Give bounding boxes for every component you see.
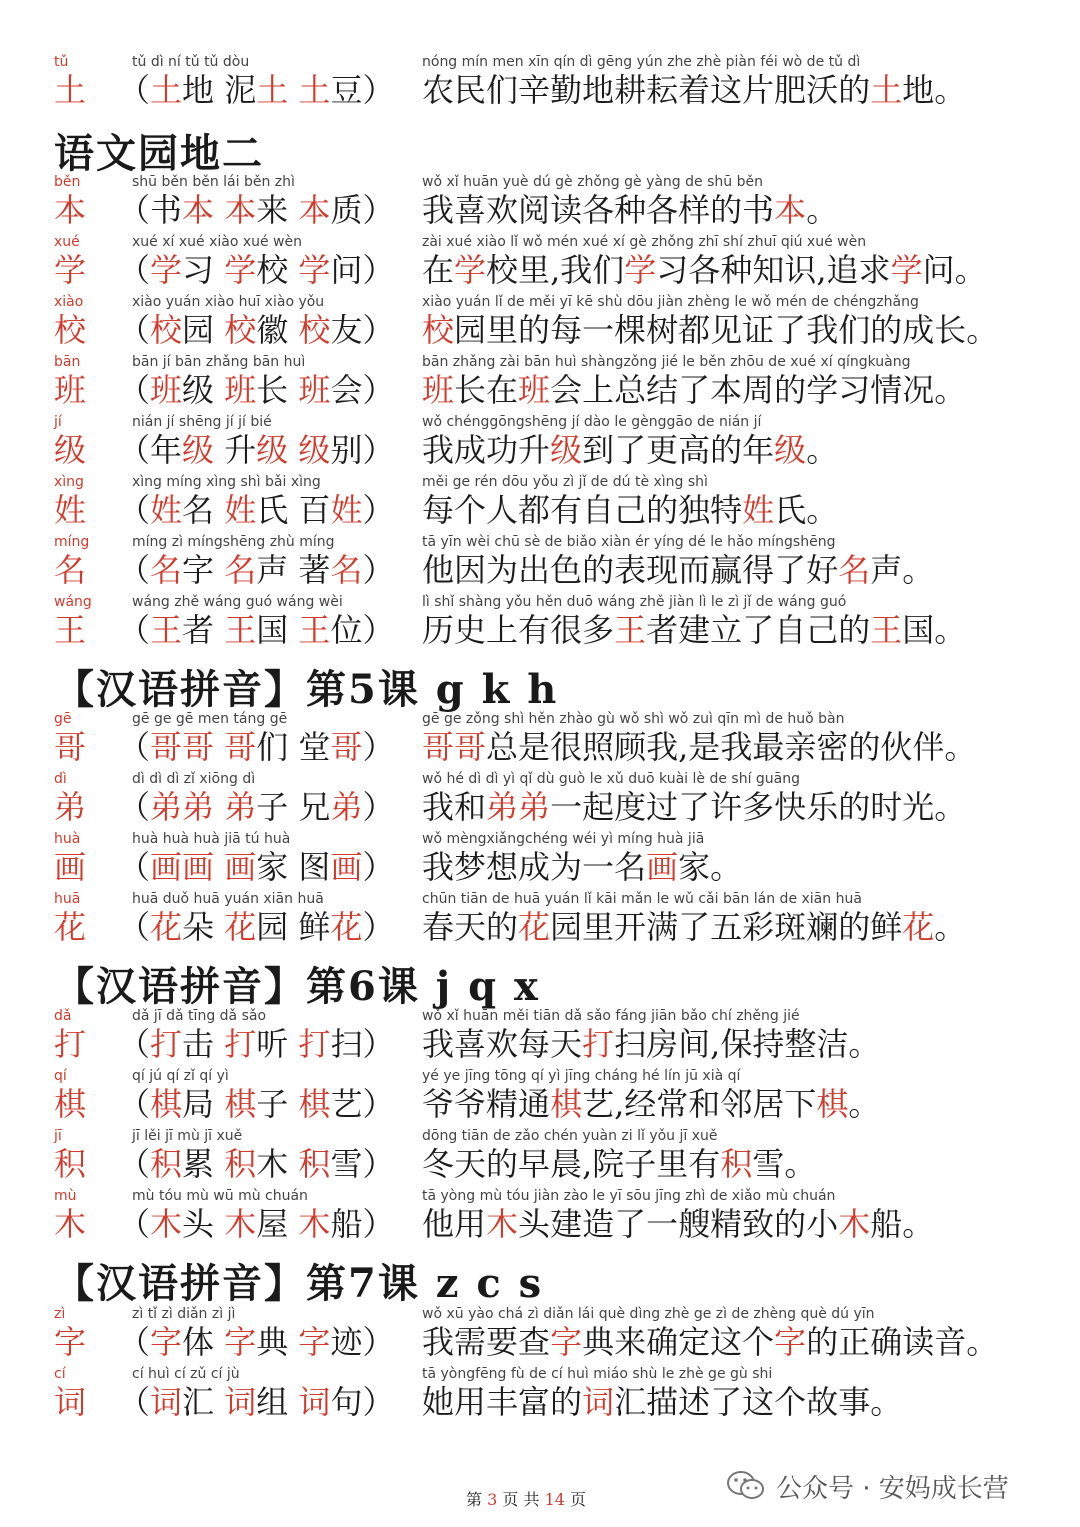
words-pinyin: xiào yuán xiào huī xiào yǒu (132, 294, 325, 310)
char-row-zi (0, 1306, 1080, 1366)
words: （哥哥 哥们 堂哥） (118, 728, 395, 766)
char: 画 (54, 848, 87, 886)
sentence: 我喜欢阅读各种各样的书本。 (422, 191, 839, 229)
words: （土地 泥土 土豆） (118, 71, 395, 109)
char-pinyin: jī (54, 1128, 62, 1144)
sentence: 我和弟弟一起度过了许多快乐的时光。 (422, 788, 967, 826)
sentence-pinyin: lì shǐ shàng yǒu hěn duō wáng zhě jiàn lì le zì jǐ de wáng guó (422, 594, 847, 610)
words: （积累 积木 积雪） (118, 1145, 395, 1183)
words-pinyin: huā duǒ huā yuán xiān huā (132, 891, 324, 907)
words: （画画 画家 图画） (118, 848, 395, 886)
footer-prefix: 第 (466, 1490, 483, 1509)
words-pinyin: wáng zhě wáng guó wáng wèi (132, 594, 343, 610)
char-pinyin: zì (54, 1306, 66, 1322)
words: （学习 学校 学问） (118, 251, 395, 289)
sentence: 冬天的早晨,院子里有积雪。 (422, 1145, 817, 1183)
wechat-icon (726, 1469, 766, 1503)
sentence-pinyin: tā yòng mù tóu jiàn zào le yī sōu jīng zhì de xiǎo mù chuán (422, 1188, 836, 1204)
words-pinyin: mù tóu mù wū mù chuán (132, 1188, 308, 1204)
words-pinyin: gē ge gē men táng gē (132, 711, 288, 727)
words-pinyin: xìng míng xìng shì bǎi xìng (132, 474, 321, 490)
watermark (726, 1466, 1009, 1506)
words-pinyin: dǎ jī dǎ tīng dǎ sǎo (132, 1008, 267, 1024)
sentence-pinyin: měi ge rén dōu yǒu zì jǐ de dú tè xìng shì (422, 474, 708, 490)
char-pinyin: qí (54, 1068, 67, 1084)
sentence-pinyin: tā yīn wèi chū sè de biǎo xiàn ér yíng dé le hǎo míngshēng (422, 534, 836, 550)
char-row-xue (0, 234, 1080, 294)
char-row-ji (0, 414, 1080, 474)
words: （年级 升级 级别） (118, 431, 395, 469)
char-row-tu (0, 54, 1080, 114)
char-pinyin: mù (54, 1188, 77, 1204)
char-row-ben (0, 174, 1080, 234)
sentence-pinyin: tā yòngfēng fù de cí huì miáo shù le zhè ge gù shi (422, 1366, 773, 1382)
sentence: 我成功升级到了更高的年级。 (422, 431, 839, 469)
words: （弟弟 弟子 兄弟） (118, 788, 395, 826)
char-row-ge (0, 711, 1080, 771)
char-pinyin: jí (54, 414, 62, 430)
sentence: 农民们辛勤地耕耘着这片肥沃的土地。 (422, 71, 967, 109)
sentence-pinyin: wǒ xǐ huān měi tiān dǎ sǎo fáng jiān bǎo chí zhěng jié (422, 1008, 800, 1024)
words: （棋局 棋子 棋艺） (118, 1085, 395, 1123)
words: （书本 本来 本质） (118, 191, 395, 229)
section-title: 【汉语拼音】第7课 z c s (54, 1260, 544, 1307)
char-row-mu (0, 1188, 1080, 1248)
words-pinyin: zì tǐ zì diǎn zì jì (132, 1306, 236, 1322)
char-row-hua-paint (0, 831, 1080, 891)
char-row-hua-flower (0, 891, 1080, 951)
words-pinyin: xué xí xué xiào xué wèn (132, 234, 302, 250)
char-pinyin: xiào (54, 294, 84, 310)
char: 打 (54, 1025, 87, 1063)
words-pinyin: tǔ dì ní tǔ tǔ dòu (132, 54, 250, 70)
sentence-pinyin: gē ge zǒng shì hěn zhào gù wǒ shì wǒ zuì qīn mì de huǒ bàn (422, 711, 845, 727)
char: 学 (54, 251, 87, 289)
char-pinyin: běn (54, 174, 81, 190)
sentence-pinyin: nóng mín men xīn qín dì gēng yún zhe zhè piàn féi wò de tǔ dì (422, 54, 861, 70)
sentence-pinyin: chūn tiān de huā yuán lǐ kāi mǎn le wǔ cǎi bān lán de xiān huā (422, 891, 862, 907)
words-pinyin: shū běn běn lái běn zhì (132, 174, 295, 190)
sentence: 哥哥总是很照顾我,是我最亲密的伙伴。 (422, 728, 977, 766)
sentence-pinyin: bān zhǎng zài bān huì shàngzǒng jié le běn zhōu de xué xí qíngkuàng (422, 354, 911, 370)
sentence: 我喜欢每天打扫房间,保持整洁。 (422, 1025, 881, 1063)
sentence-pinyin: dōng tiān de zǎo chén yuàn zi lǐ yǒu jī xuě (422, 1128, 718, 1144)
footer-suffix: 页 (570, 1490, 587, 1509)
page-footer (466, 1487, 586, 1510)
sentence: 在学校里,我们学习各种知识,追求学问。 (422, 251, 987, 289)
sentence: 春天的花园里开满了五彩斑斓的鲜花。 (422, 908, 967, 946)
words-pinyin: cí huì cí zǔ cí jù (132, 1366, 240, 1382)
words: （名字 名声 著名） (118, 551, 395, 589)
sentence: 我梦想成为一名画家。 (422, 848, 743, 886)
char-row-xiao (0, 294, 1080, 354)
sentence-pinyin: wǒ xǐ huān yuè dú gè zhǒng gè yàng de shū běn (422, 174, 763, 190)
char: 词 (54, 1383, 87, 1421)
char-pinyin: gē (54, 711, 72, 727)
current-page: 3 (487, 1490, 498, 1509)
sentence-pinyin: yé ye jīng tōng qí yì jīng cháng hé lín jū xià qí (422, 1068, 741, 1084)
char: 名 (54, 551, 87, 589)
total-pages: 14 (544, 1490, 565, 1509)
char: 王 (54, 611, 87, 649)
char-row-ci (0, 1366, 1080, 1426)
char: 积 (54, 1145, 87, 1183)
char: 校 (54, 311, 87, 349)
sentence-pinyin: xiào yuán lǐ de měi yī kē shù dōu jiàn zhèng le wǒ mén de chéngzhǎng (422, 294, 919, 310)
section-title: 【汉语拼音】第5课 g k h (54, 666, 559, 713)
char-pinyin: xìng (54, 474, 84, 490)
words: （字体 字典 字迹） (118, 1323, 395, 1361)
char-pinyin: tǔ (54, 54, 69, 70)
char-row-da (0, 1008, 1080, 1068)
char-pinyin: huā (54, 891, 81, 907)
char-pinyin: míng (54, 534, 90, 550)
char-row-ming (0, 534, 1080, 594)
char: 土 (54, 71, 87, 109)
footer-mid: 页 共 (502, 1490, 540, 1509)
section-title: 语文园地二 (54, 130, 264, 177)
sentence: 她用丰富的词汇描述了这个故事。 (422, 1383, 903, 1421)
sentence: 校园里的每一棵树都见证了我们的成长。 (422, 311, 999, 349)
char: 哥 (54, 728, 87, 766)
words-pinyin: bān jí bān zhǎng bān huì (132, 354, 306, 370)
sentence: 我需要查字典来确定这个字的正确读音。 (422, 1323, 999, 1361)
char: 棋 (54, 1085, 87, 1123)
char-row-xing (0, 474, 1080, 534)
char-row-ban (0, 354, 1080, 414)
char-pinyin: cí (54, 1366, 66, 1382)
words: （木头 木屋 木船） (118, 1205, 395, 1243)
watermark-text: 公众号 · 安妈成长营 (776, 1473, 1009, 1504)
char-pinyin: dì (54, 771, 67, 787)
words-pinyin: huà huà huà jiā tú huà (132, 831, 291, 847)
char-row-wang (0, 594, 1080, 654)
sentence: 历史上有很多王者建立了自己的王国。 (422, 611, 967, 649)
sentence: 爷爷精通棋艺,经常和邻居下棋。 (422, 1085, 881, 1123)
char: 班 (54, 371, 87, 409)
sentence-pinyin: wǒ chénggōngshēng jí dào le gènggāo de nián jí (422, 414, 762, 430)
char-row-di (0, 771, 1080, 831)
words: （王者 王国 王位） (118, 611, 395, 649)
sentence: 他因为出色的表现而赢得了好名声。 (422, 551, 935, 589)
char: 花 (54, 908, 87, 946)
char: 本 (54, 191, 87, 229)
char: 木 (54, 1205, 87, 1243)
char: 弟 (54, 788, 87, 826)
char-pinyin: xué (54, 234, 80, 250)
char: 字 (54, 1323, 87, 1361)
char-row-qi (0, 1068, 1080, 1128)
words-pinyin: nián jí shēng jí jí bié (132, 414, 272, 430)
sentence-pinyin: wǒ hé dì dì yì qǐ dù guò le xǔ duō kuài lè de shí guāng (422, 771, 801, 787)
sentence: 班长在班会上总结了本周的学习情况。 (422, 371, 967, 409)
words-pinyin: jī lěi jī mù jī xuě (132, 1128, 243, 1144)
words: （词汇 词组 词句） (118, 1383, 395, 1421)
words: （校园 校徽 校友） (118, 311, 395, 349)
char-pinyin: huà (54, 831, 81, 847)
words-pinyin: qí jú qí zǐ qí yì (132, 1068, 229, 1084)
words: （花朵 花园 鲜花） (118, 908, 395, 946)
char-pinyin: bān (54, 354, 81, 370)
words: （班级 班长 班会） (118, 371, 395, 409)
words-pinyin: míng zì míngshēng zhù míng (132, 534, 335, 550)
char-pinyin: wáng (54, 594, 92, 610)
section-title: 【汉语拼音】第6课 j q x (54, 963, 540, 1010)
sentence-pinyin: wǒ xū yào chá zì diǎn lái què dìng zhè ge zì de zhèng què dú yīn (422, 1306, 875, 1322)
words-pinyin: dì dì dì zǐ xiōng dì (132, 771, 256, 787)
sentence-pinyin: zài xué xiào lǐ wǒ mén xué xí gè zhǒng zhī shí zhuī qiú xué wèn (422, 234, 867, 250)
char: 级 (54, 431, 87, 469)
sentence: 每个人都有自己的独特姓氏。 (422, 491, 839, 529)
char-row-ji-accumulate (0, 1128, 1080, 1188)
words: （姓名 姓氏 百姓） (118, 491, 395, 529)
char: 姓 (54, 491, 87, 529)
words: （打击 打听 打扫） (118, 1025, 395, 1063)
sentence: 他用木头建造了一艘精致的小木船。 (422, 1205, 935, 1243)
sentence-pinyin: wǒ mèngxiǎngchéng wéi yì míng huà jiā (422, 831, 705, 847)
char-pinyin: dǎ (54, 1008, 72, 1024)
